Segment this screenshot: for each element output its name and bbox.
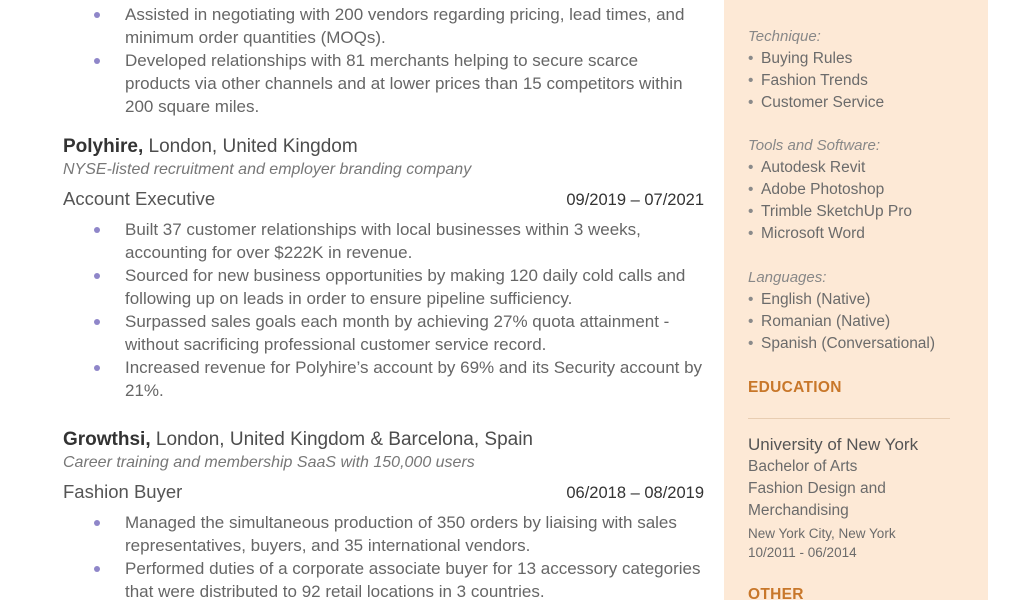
bullet-dot-icon xyxy=(94,12,100,18)
education-entry xyxy=(748,435,950,562)
bullet-icon: • xyxy=(748,291,754,308)
list-item: • Microsoft Word xyxy=(748,223,950,245)
skill-list xyxy=(748,48,950,114)
bullet-icon: • xyxy=(748,203,754,220)
skills-languages xyxy=(748,267,950,355)
bullet-icon: • xyxy=(748,72,754,89)
role-row xyxy=(63,481,704,503)
education-heading: EDUCATION xyxy=(748,379,842,396)
education-dates: 10/2011 - 06/2014 xyxy=(748,545,857,560)
company-description: NYSE-listed recruitment and employer branding company xyxy=(63,161,472,178)
bullet-dot-icon xyxy=(94,319,100,325)
list-item: • Autodesk Revit xyxy=(748,157,950,179)
list-item: • Romanian (Native) xyxy=(748,311,950,333)
list-item: Surpassed sales goals each month by achieving 27% quota attainment - without sacrificing professional customer service record. xyxy=(63,310,704,356)
skills-tools xyxy=(748,135,950,245)
job-title: Fashion Buyer xyxy=(63,481,183,502)
other-heading: OTHER xyxy=(748,586,804,603)
job-dates: 06/2018 – 08/2019 xyxy=(566,484,704,502)
list-item: Assisted in negotiating with 200 vendors regarding pricing, lead times, and minimum order quantities (MOQs). xyxy=(63,3,704,49)
degree-major: Fashion Design and Merchandising xyxy=(748,480,886,519)
skills-technique xyxy=(748,26,950,114)
company-location: London, United Kingdom & Barcelona, Spain xyxy=(155,429,533,450)
school-name: University of New York xyxy=(748,435,919,454)
list-item: • Fashion Trends xyxy=(748,70,950,92)
job-entry-growthsi xyxy=(63,429,704,603)
list-item: Sourced for new business opportunities by making 120 daily cold calls and following up on leads in order to ensure pipeline sufficiency. xyxy=(63,264,704,310)
company-name: Polyhire, xyxy=(63,136,144,157)
bullet-dot-icon xyxy=(94,566,100,572)
bullet-icon: • xyxy=(748,50,754,67)
bullet-dot-icon xyxy=(94,58,100,64)
bullet-icon: • xyxy=(748,181,754,198)
skill-category-label: Technique: xyxy=(748,28,821,45)
company-name: Growthsi, xyxy=(63,429,151,450)
skill-category-label: Tools and Software: xyxy=(748,137,881,154)
sidebar xyxy=(724,0,988,603)
skill-list xyxy=(748,157,950,245)
bullet-dot-icon xyxy=(94,520,100,526)
job-title: Account Executive xyxy=(63,188,216,209)
list-item: Managed the simultaneous production of 350 orders by liaising with sales representatives, buyers, and 35 international vendors. xyxy=(63,511,704,557)
bullet-icon: • xyxy=(748,313,754,330)
list-item: Built 37 customer relationships with local businesses within 3 weeks, accounting for over $222K in revenue. xyxy=(63,218,704,264)
company-line xyxy=(63,136,704,158)
list-item: Performed duties of a corporate associate buyer for 13 accessory categories that were distributed to 92 retail locations in 3 countries. xyxy=(63,557,704,603)
bullet-icon: • xyxy=(748,225,754,242)
list-item: • Trimble SketchUp Pro xyxy=(748,201,950,223)
list-item: • English (Native) xyxy=(748,289,950,311)
list-item: • Buying Rules xyxy=(748,48,950,70)
bullet-dot-icon xyxy=(94,273,100,279)
bullet-dot-icon xyxy=(94,227,100,233)
company-description: Career training and membership SaaS with 150,000 users xyxy=(63,454,475,471)
role-row xyxy=(63,188,704,210)
bullet-dot-icon xyxy=(94,365,100,371)
job-dates: 09/2019 – 07/2021 xyxy=(566,191,704,209)
section-divider xyxy=(748,418,950,419)
list-item: • Adobe Photoshop xyxy=(748,179,950,201)
degree-title: Bachelor of Arts xyxy=(748,458,858,475)
list-item: Increased revenue for Polyhire’s account by 69% and its Security account by 21%. xyxy=(63,356,704,402)
skill-list xyxy=(748,289,950,355)
skill-category-label: Languages: xyxy=(748,269,827,286)
previous-job-bullets xyxy=(63,3,704,118)
company-line xyxy=(63,429,704,451)
bullet-icon: • xyxy=(748,159,754,176)
job-entry-polyhire xyxy=(63,136,704,402)
list-item: • Spanish (Conversational) xyxy=(748,333,950,355)
company-location: London, United Kingdom xyxy=(148,136,358,157)
school-location: New York City, New York xyxy=(748,526,896,541)
list-item: • Customer Service xyxy=(748,92,950,114)
list-item: Developed relationships with 81 merchants helping to secure scarce products via other channels and at lower prices than 15 competitors within 200 square miles. xyxy=(63,49,704,118)
bullet-icon: • xyxy=(748,335,754,352)
bullet-icon: • xyxy=(748,94,754,111)
job-bullets xyxy=(63,511,704,603)
job-bullets xyxy=(63,218,704,402)
